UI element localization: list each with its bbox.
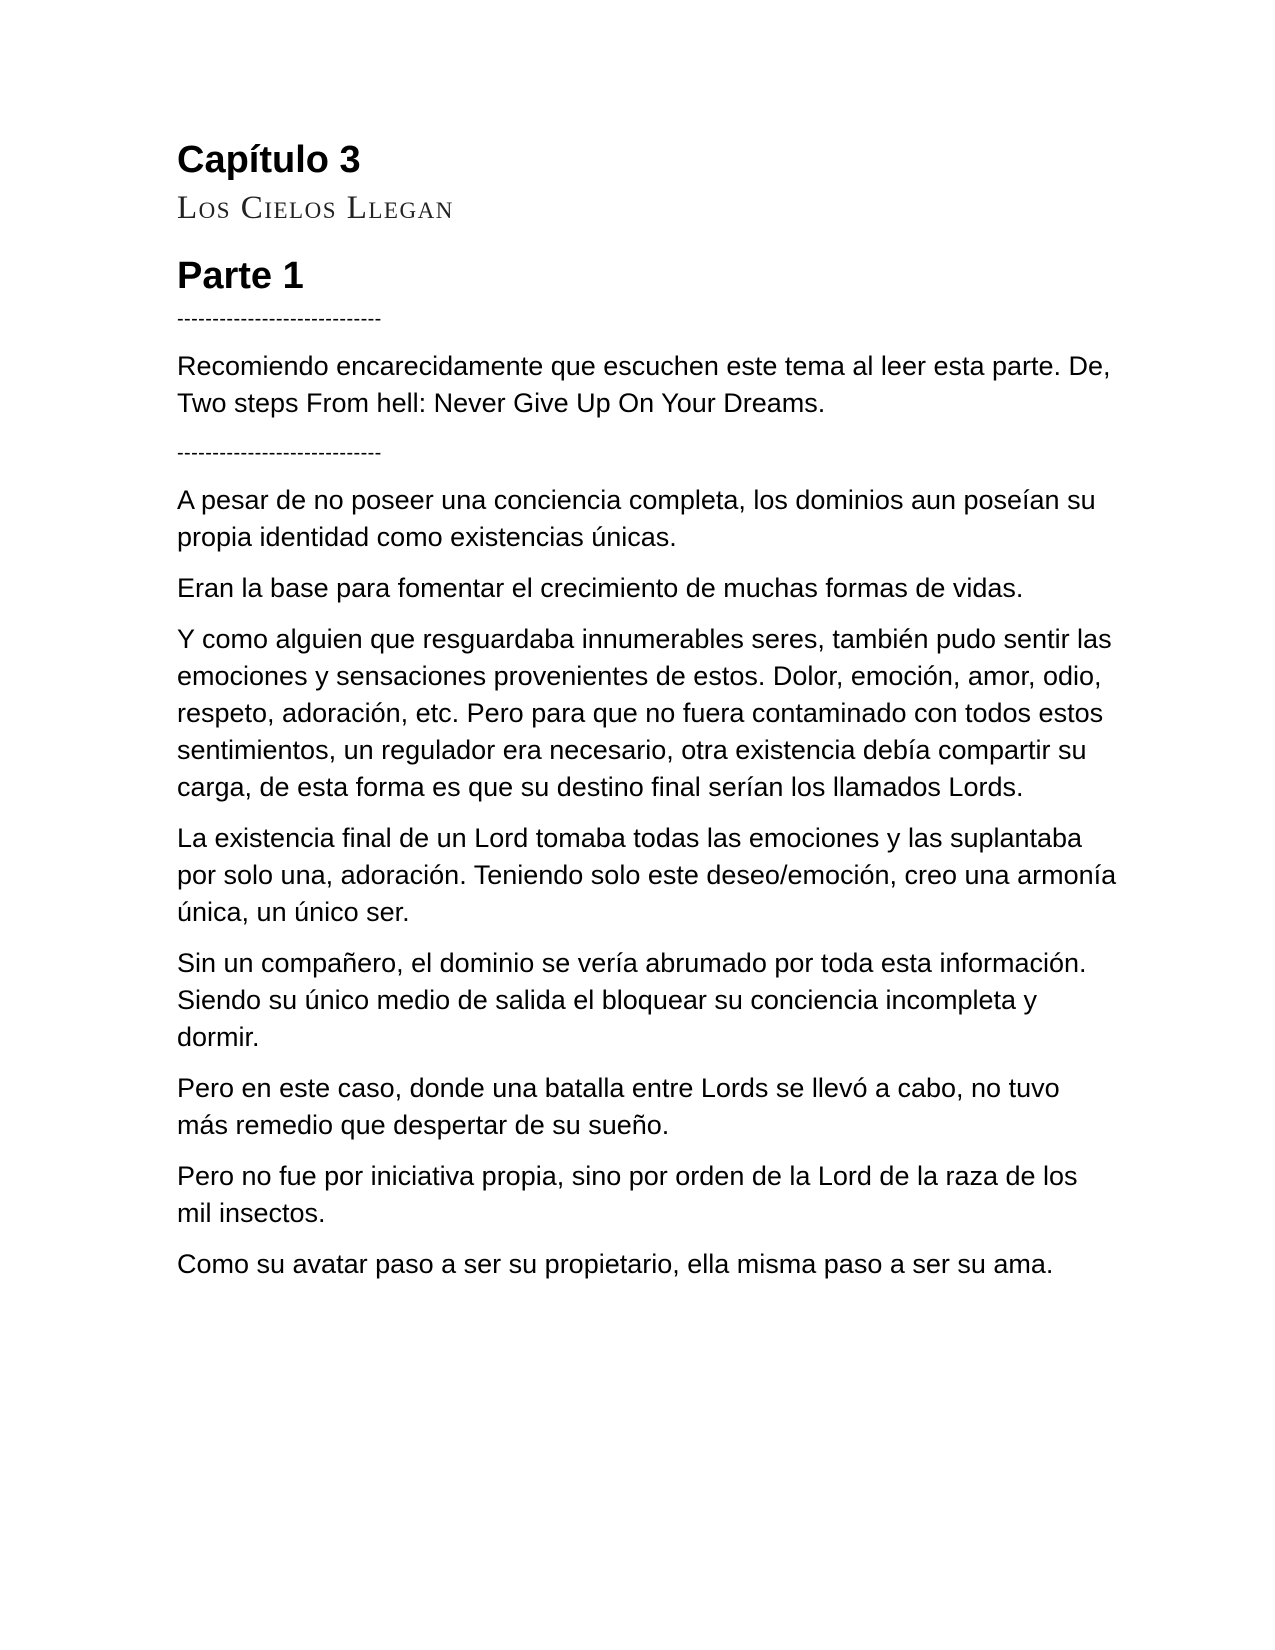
body-paragraph: A pesar de no poseer una conciencia completa, los dominios aun poseían su propia identidad como existencias únicas. — [177, 485, 1096, 552]
chapter-subtitle: Los Cielos Llegan — [177, 190, 454, 226]
body-paragraph: Pero en este caso, donde una batalla entre Lords se llevó a cabo, no tuvo más remedio que despertar de su sueño. — [177, 1073, 1060, 1140]
divider-bottom: ----------------------------- — [177, 442, 382, 464]
body-paragraph: Como su avatar paso a ser su propietario, ella misma paso a ser su ama. — [177, 1249, 1054, 1279]
document-page — [177, 138, 1117, 1283]
body-paragraph: Sin un compañero, el dominio se vería abrumado por toda esta información. Siendo su único medio de salida el bloquear su conciencia incompleta y dormir. — [177, 948, 1087, 1052]
body-paragraph: Eran la base para fomentar el crecimiento de muchas formas de vidas. — [177, 573, 1024, 603]
music-note-paragraph: Recomiendo encarecidamente que escuchen este tema al leer esta parte. De, Two steps From hell: Never Give Up On Your Dreams. — [177, 351, 1111, 418]
body-paragraph: Y como alguien que resguardaba innumerables seres, también pudo sentir las emociones y sensaciones provenientes de estos. Dolor, emoción, amor, odio, respeto, adoración, etc. Pero para que no fuera contaminado con todos estos sentimientos, un regulador era necesario, otra existencia debía compartir su carga, de esta forma es que su destino final serían los llamados Lords. — [177, 624, 1112, 802]
body-paragraph: La existencia final de un Lord tomaba todas las emociones y las suplantaba por solo una, adoración. Teniendo solo este deseo/emoción, creo una armonía única, un único ser. — [177, 823, 1117, 927]
part-title: Parte 1 — [177, 255, 304, 297]
divider-top: ----------------------------- — [177, 308, 382, 330]
chapter-title: Capítulo 3 — [177, 139, 361, 181]
body-paragraph: Pero no fue por iniciativa propia, sino por orden de la Lord de la raza de los mil insectos. — [177, 1161, 1078, 1228]
